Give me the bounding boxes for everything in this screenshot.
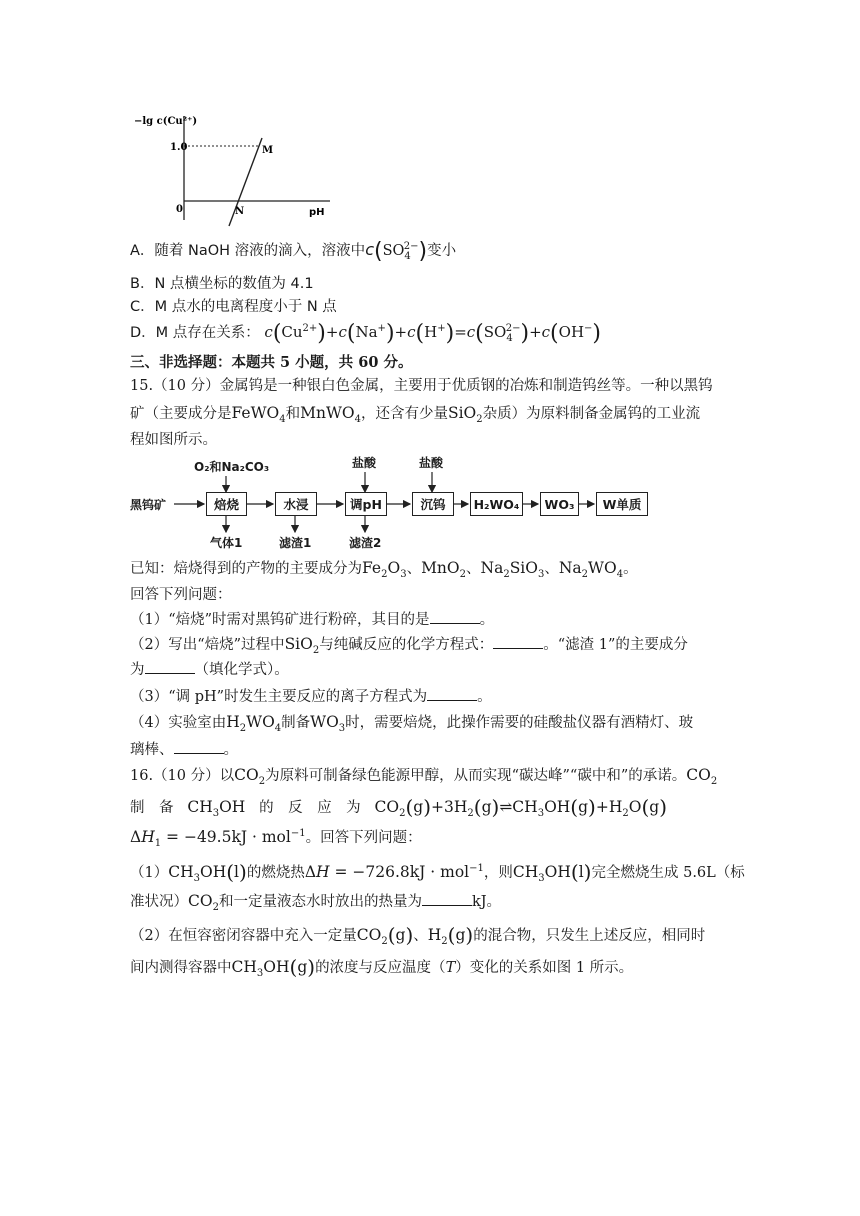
q15-part2-cont: 为 （填化学式）。	[130, 659, 289, 680]
flow-step-w: W单质	[596, 492, 648, 516]
q16-line1: 16.（10 分）以$CO_2$为原料可制备绿色能源甲醇，从而实现“碳达峰”“碳中和”的承诺。$CO_2$	[130, 766, 718, 788]
process-flowchart	[130, 452, 690, 552]
q16-part1-cont: 准状况）$CO_2$和一定量液态水时放出的热量为 kJ。	[130, 892, 502, 914]
section-3-heading: 三、非选择题：本题共 5 小题，共 60 分。	[130, 354, 413, 371]
graph-point-n: N	[235, 206, 245, 217]
q15-part1: （1）“焙烧”时需对黑钨矿进行粉碎，其目的是 。	[130, 609, 494, 630]
graph-tick-0: 0	[176, 204, 183, 215]
flow-step-roast: 焙烧	[206, 492, 247, 516]
q15-line3: 程如图所示。	[130, 432, 217, 448]
flow-step-precipitate: 沉钨	[412, 492, 454, 516]
answer-blank[interactable]	[145, 659, 195, 674]
q15-line2: 矿（主要成分是FeWO$_4$和MnWO$_4$，还含有少量SiO$_2$杂质）为原料制备金属钨的工业流	[130, 404, 701, 426]
answer-blank[interactable]	[422, 891, 472, 906]
q15-line1: 15.（10 分）金属钨是一种银白色金属，主要用于优质钢的冶炼和制造钨丝等。一种以黑钨	[130, 378, 713, 394]
q16-enthalpy-line: $\Delta H_1 = -49.5kJ \cdot mol^{-1}$。回答下列问题：	[130, 827, 422, 850]
flow-step-water-leach: 水浸	[275, 492, 317, 516]
flow-reagent-1: O₂和Na₂CO₃	[194, 460, 270, 474]
option-d: D．M 点存在关系： $c(Cu^{2+})+c(Na^+)+c(H^+)=c(SO_4^{2-})+c(OH^-)$	[130, 321, 602, 346]
q15-part2: （2）写出“焙烧”过程中SiO$_2$与纯碱反应的化学方程式： 。“滤渣 1”的主要成分	[130, 635, 688, 657]
q16-part2: （2）在恒容密闭容器中充入一定量$CO_2(g)$、$H_2(g)$的混合物，只发生上述反应，相同时	[130, 923, 706, 948]
q15-part3: （3）“调 pH”时发生主要反应的离子方程式为 。	[130, 686, 492, 707]
flow-step-adjust-ph: 调pH	[345, 492, 387, 516]
graph-point-m: M	[262, 145, 274, 156]
flow-reagent-3: 盐酸	[419, 456, 444, 470]
graph-xlabel: pH	[309, 207, 325, 218]
graph-ylabel: −lg c(Cu²⁺)	[134, 116, 198, 127]
flow-reagent-2: 盐酸	[352, 456, 377, 470]
answer-blank[interactable]	[174, 739, 224, 754]
graph-tick-1: 1.0	[170, 142, 188, 153]
option-c: C．M 点水的电离程度小于 N 点	[130, 299, 337, 315]
q15-answer-prompt: 回答下列问题：	[130, 587, 232, 603]
flow-output-residue-1: 滤渣1	[279, 536, 312, 550]
q15-part4-cont: 璃棒、 。	[130, 739, 238, 760]
cu-ph-graph	[134, 108, 334, 228]
q15-part4: （4）实验室由$H_2WO_4$制备$WO_3$时，需要焙烧，此操作需要的硅酸盐仪器有酒精灯、玻	[130, 713, 694, 735]
flow-output-residue-2: 滤渣2	[349, 536, 382, 550]
flow-start-label: 黑钨矿	[130, 498, 167, 512]
q16-part2-cont: 间内测得容器中$CH_3OH(g)$的浓度与反应温度（T）变化的关系如图 1 所示。	[130, 955, 634, 980]
q16-reaction-line: 制 备 $CH_3OH$ 的 反 应 为 $CO_2(g)+3H_2(g)\rightleftharpoons CH_3OH(g)+H_2O(g)$	[130, 795, 668, 820]
answer-blank[interactable]	[427, 686, 477, 701]
q15-known: 已知：焙烧得到的产物的主要成分为$Fe_2O_3$、MnO$_2$、$Na_2SiO_3$、$Na_2WO_4$。	[130, 559, 638, 581]
flow-output-gas: 气体1	[210, 536, 243, 550]
q16-part1: $(1)CH_3OH(l)$的燃烧热ΔH = −726.8kJ · mol$^{-1}$，则$CH_3OH(l)$完全燃烧生成 5.6L（标	[130, 860, 745, 885]
option-a: A．随着 NaOH 溶液的滴入，溶液中$c(SO_4^{2-})$变小	[130, 239, 457, 264]
flow-step-h2wo4: H₂WO₄	[470, 492, 523, 516]
answer-blank[interactable]	[430, 609, 480, 624]
flow-step-wo3: WO₃	[540, 492, 579, 516]
answer-blank[interactable]	[493, 634, 543, 649]
option-b: B．N 点横坐标的数值为 4.1	[130, 276, 314, 292]
